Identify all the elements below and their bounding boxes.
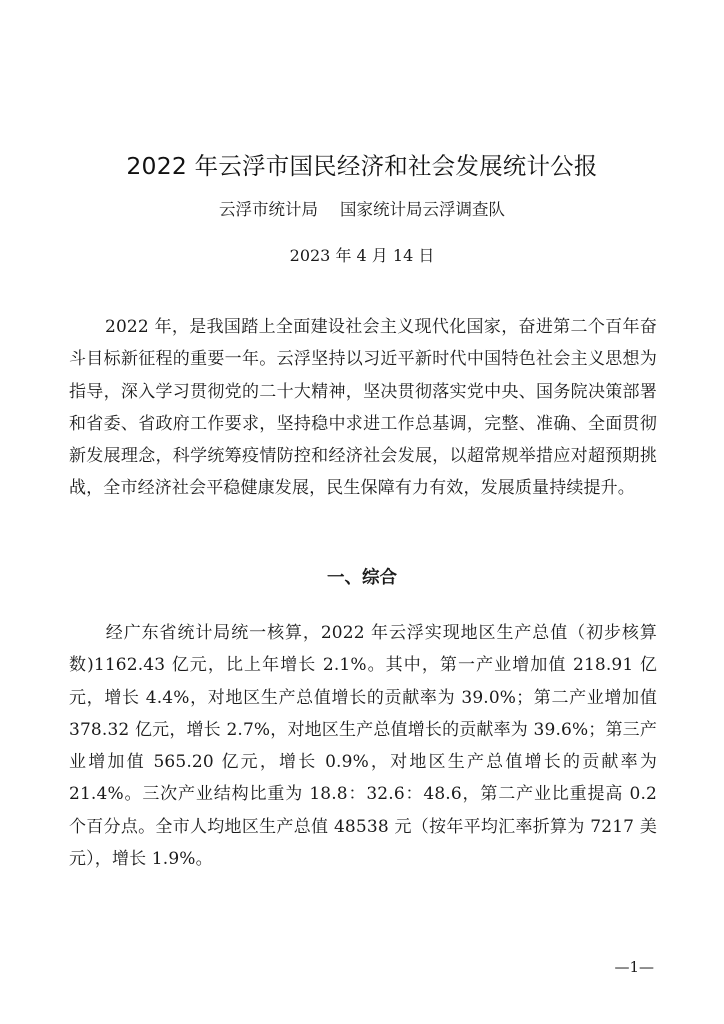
document-title: 2022 年云浮市国民经济和社会发展统计公报 (126, 152, 598, 180)
intro-paragraph (69, 311, 657, 505)
issuer-secondary: 国家统计局云浮调查队 (340, 200, 505, 219)
overview-paragraph (69, 617, 657, 875)
overview-paragraph-text: 经广东省统计局统一核算，2022 年云浮实现地区生产总值（初步核算数)1162.43 亿元，比上年增长 2.1%。其中，第一产业增加值 218.91 亿元，增长 4.4%，对地区生产总值增长的贡献率为 39.0%；第二产业增加值 378.32 亿元，增长 2.7%，对地区生产总值增长的贡献率为 39.6%；第三产业增加值 565.20 亿元，增长 0.9%，对地区生产总值增长的贡献率为 21.4%。三次产业结构比重为 18.8：32.6：48.6，第二产业比重提高 0.2 个百分点。全市人均地区生产总值 48538 元（按年平均汇率折算为 7217 美元），增长 1.9%。 (69, 623, 657, 870)
issuer-primary: 云浮市统计局 (219, 200, 318, 219)
intro-paragraph-text: 2022 年，是我国踏上全面建设社会主义现代化国家，奋进第二个百年奋斗目标新征程的重要一年。云浮坚持以习近平新时代中国特色社会主义思想为指导，深入学习贯彻党的二十大精神，坚决贯彻落实党中央、国务院决策部署和省委、省政府工作要求，坚持稳中求进工作总基调，完整、准确、全面贯彻新发展理念，科学统筹疫情防控和经济社会发展，以超常规举措应对超预期挑战，全市经济社会平稳健康发展，民生保障有力有效，发展质量持续提升。 (69, 317, 657, 499)
section-heading-overview: 一、综合 (327, 568, 397, 588)
page-number: —1— (614, 958, 654, 976)
issuer-line (0, 195, 724, 225)
publication-date: 2023 年 4 月 14 日 (289, 246, 435, 265)
